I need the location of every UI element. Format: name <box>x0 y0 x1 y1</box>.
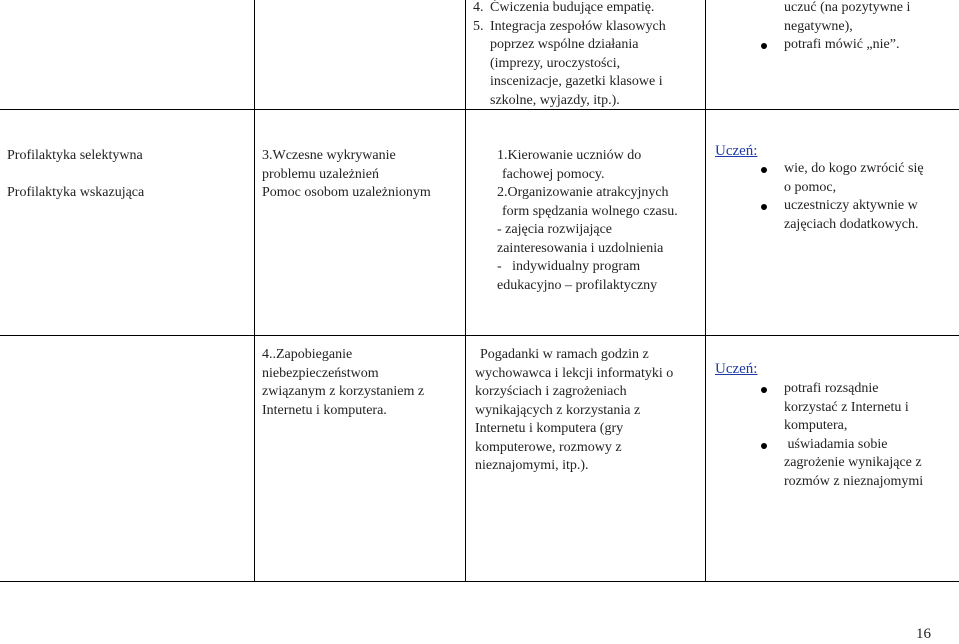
list-number: 4. <box>473 0 484 15</box>
text-line: szkolne, wyjazdy, itp.). <box>490 92 620 108</box>
top-row-bullet <box>757 36 957 55</box>
list-item <box>757 380 957 399</box>
text-line: 2.Organizowanie atrakcyjnych <box>497 185 669 200</box>
text-line: uświadamia sobie <box>784 436 888 452</box>
text-line: o pomoc, <box>784 179 837 195</box>
text-line: Internetu i komputera (gry <box>475 421 624 436</box>
category-selective: Profilaktyka selektywna <box>7 148 143 163</box>
internet-goal-cell <box>262 346 462 420</box>
text-line: 3.Wczesne wykrywanie <box>262 148 396 163</box>
text-line: - zajęcia rozwijające <box>497 222 613 237</box>
row-divider <box>0 335 959 336</box>
text-line: wychowawca i lekcji informatyki o <box>475 365 674 381</box>
list-item <box>757 197 957 216</box>
text-line: negatywne), <box>784 18 853 34</box>
list-number: 5. <box>473 18 484 34</box>
list-item <box>757 36 957 55</box>
text-line: zajęciach dodatkowych. <box>784 216 919 232</box>
text-line: fachowej pomocy. <box>502 166 605 182</box>
text-line: wie, do kogo zwrócić się <box>784 161 924 176</box>
text-line: potrafi rozsądnie <box>784 381 879 396</box>
column-divider-3 <box>705 0 706 582</box>
internet-student-cell <box>757 380 957 491</box>
selective-actions-cell <box>497 147 705 295</box>
text-line: nieznajomymi, itp.). <box>475 458 589 473</box>
text-line: problemu uzależnień <box>262 166 380 182</box>
list-item-text: potrafi mówić „nie”. <box>784 37 900 52</box>
bullet-icon <box>761 43 767 49</box>
student-label: Uczeń: <box>715 143 758 159</box>
text-line: uczuć (na pozytywne i <box>784 0 911 15</box>
text-line: komputera, <box>784 418 848 433</box>
list-item-continuation <box>473 36 703 110</box>
list-item-text: Ćwiczenia budujące empatię. <box>490 0 655 15</box>
text-line: edukacyjno – profilaktyczny <box>497 277 658 293</box>
list-item <box>757 436 957 455</box>
page-number: 16 <box>916 626 931 642</box>
bullet-icon <box>761 204 767 210</box>
text-line: komputerowe, rozmowy z <box>475 439 622 455</box>
list-item-text: Integracja zespołów klasowych <box>490 18 666 34</box>
bullet-icon <box>761 167 767 173</box>
text-line: form spędzania wolnego czasu. <box>502 203 678 219</box>
selective-student-cell <box>757 160 957 234</box>
text-line: zainteresowania i uzdolnienia <box>497 240 664 256</box>
text-line: 1.Kierowanie uczniów do <box>497 148 642 163</box>
text-line: wynikających z korzystania z <box>475 402 641 418</box>
list-item <box>473 0 703 18</box>
student-label: Uczeń: <box>715 361 758 377</box>
text-line: związanym z korzystaniem z <box>262 384 425 399</box>
text-line: - indywidualny program <box>497 259 641 274</box>
text-line: korzystać z Internetu i <box>784 399 909 415</box>
text-line: zagrożenie wynikające z <box>784 455 922 470</box>
top-row-student-cell <box>757 0 957 36</box>
text-line: rozmów z nieznajomymi <box>784 473 924 489</box>
bullet-icon <box>761 387 767 393</box>
text-line: niebezpieczeństwom <box>262 365 379 381</box>
bullet-icon <box>761 443 767 449</box>
column-divider-1 <box>254 0 255 582</box>
text-line: poprzez wspólne działania <box>490 37 639 52</box>
text-line: inscenizacje, gazetki klasowe i <box>490 74 663 89</box>
table-bottom-border <box>0 581 959 582</box>
list-item <box>473 18 703 37</box>
text-line: Pogadanki w ramach godzin z <box>480 347 649 362</box>
internet-actions-cell <box>475 346 703 476</box>
category-indicated: Profilaktyka wskazująca <box>7 185 145 200</box>
text-line: Internetu i komputera. <box>262 402 387 418</box>
selective-goal-cell <box>262 147 462 203</box>
text-line: uczestniczy aktywnie w <box>784 198 918 213</box>
text-line: (imprezy, uroczystości, <box>490 55 621 71</box>
text-line: Pomoc osobom uzależnionym <box>262 185 431 200</box>
top-row-actions-cell <box>473 0 703 110</box>
text-line: 4..Zapobieganie <box>262 347 353 362</box>
column-divider-2 <box>465 0 466 582</box>
list-item <box>757 160 957 179</box>
text-line: korzyściach i zagrożeniach <box>475 384 627 399</box>
